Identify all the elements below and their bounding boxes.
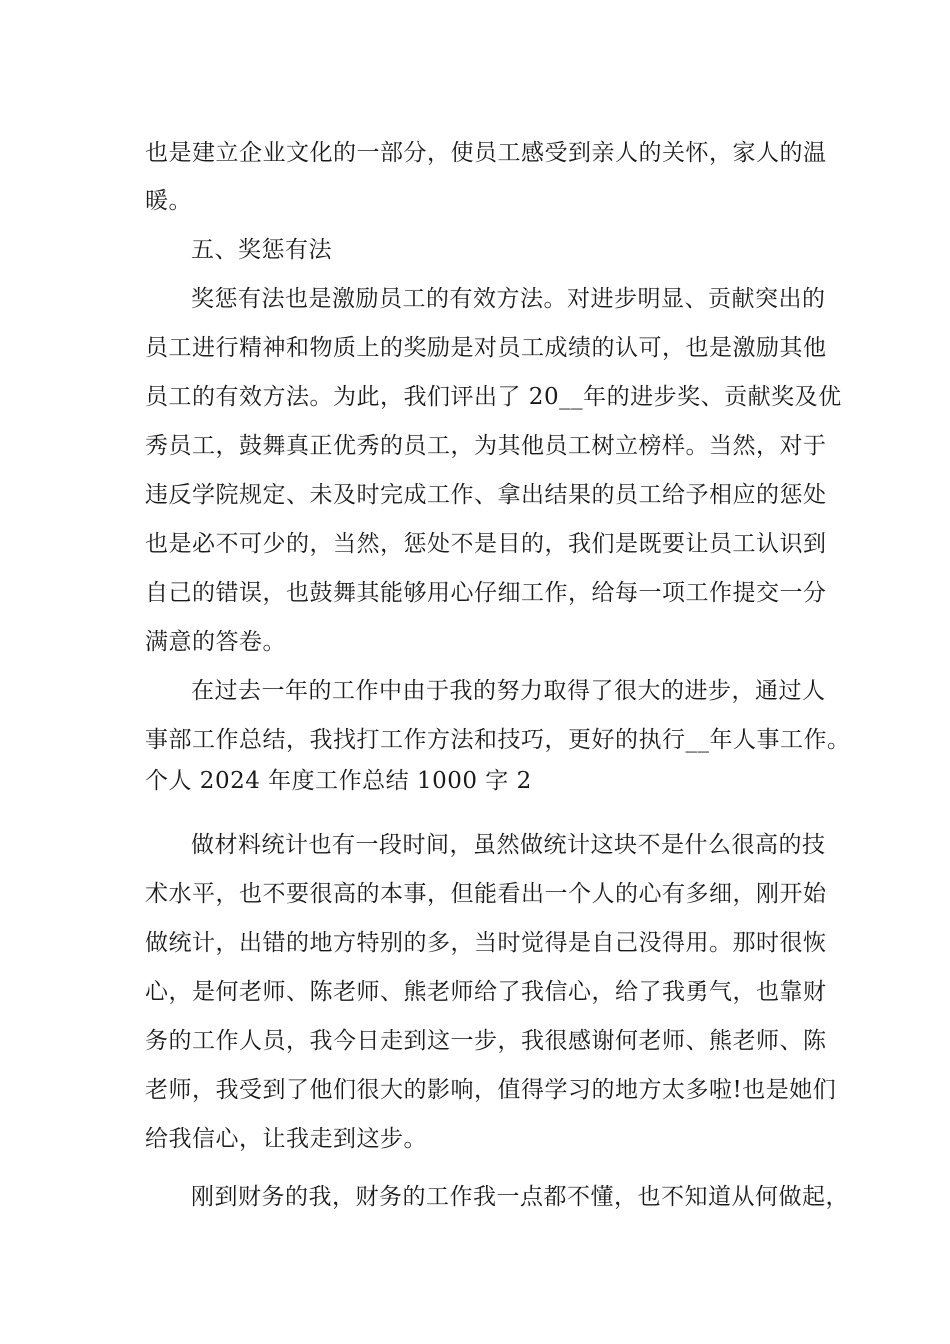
text-line: 秀员工，鼓舞真正优秀的员工，为其他员工树立榜样。当然，对于 (145, 433, 827, 459)
text-line: 务的工作人员，我今日走到这一步，我很感谢何老师、熊老师、陈 (145, 1028, 827, 1054)
text-line: 做材料统计也有一段时间，虽然做统计这块不是什么很高的技 (191, 832, 826, 858)
text-line: 给我信心，让我走到这步。 (145, 1126, 427, 1152)
text-line: 员工的有效方法。为此，我们评出了 20__年的进步奖、贡献奖及优 (145, 384, 842, 410)
document-heading: 个人 2024 年度工作总结 1000 字 2 (145, 768, 532, 794)
text-line: 做统计，出错的地方特别的多，当时觉得是自己没得用。那时很恢 (145, 930, 827, 956)
text-line: 自己的错误，也鼓舞其能够用心仔细工作，给每一项工作提交一分 (145, 580, 827, 606)
section-heading: 五、奖惩有法 (191, 237, 332, 263)
text-line: 心，是何老师、陈老师、熊老师给了我信心，给了我勇气，也靠财 (145, 979, 827, 1005)
text-line: 术水平，也不要很高的本事，但能看出一个人的心有多细，刚开始 (145, 881, 827, 907)
text-line: 也是必不可少的，当然，惩处不是目的，我们是既要让员工认识到 (145, 531, 827, 557)
text-line: 老师，我受到了他们很大的影响，值得学习的地方太多啦!也是她们 (145, 1077, 837, 1103)
text-line: 刚到财务的我，财务的工作我一点都不懂，也不知道从何做起， (191, 1184, 849, 1210)
text-line: 奖惩有法也是激励员工的有效方法。对进步明显、贡献突出的 (191, 286, 826, 312)
text-line: 在过去一年的工作中由于我的努力取得了很大的进步，通过人 (191, 678, 826, 704)
text-line: 也是建立企业文化的一部分，使员工感受到亲人的关怀，家人的温 (145, 140, 827, 166)
text-line: 违反学院规定、未及时完成工作、拿出结果的员工给予相应的惩处 (145, 482, 827, 508)
text-line: 暖。 (145, 188, 192, 214)
text-line: 员工进行精神和物质上的奖励是对员工成绩的认可，也是激励其他 (145, 335, 827, 361)
text-line: 满意的答卷。 (145, 629, 286, 655)
text-line: 事部工作总结，我找打工作方法和技巧，更好的执行__年人事工作。 (145, 727, 851, 753)
